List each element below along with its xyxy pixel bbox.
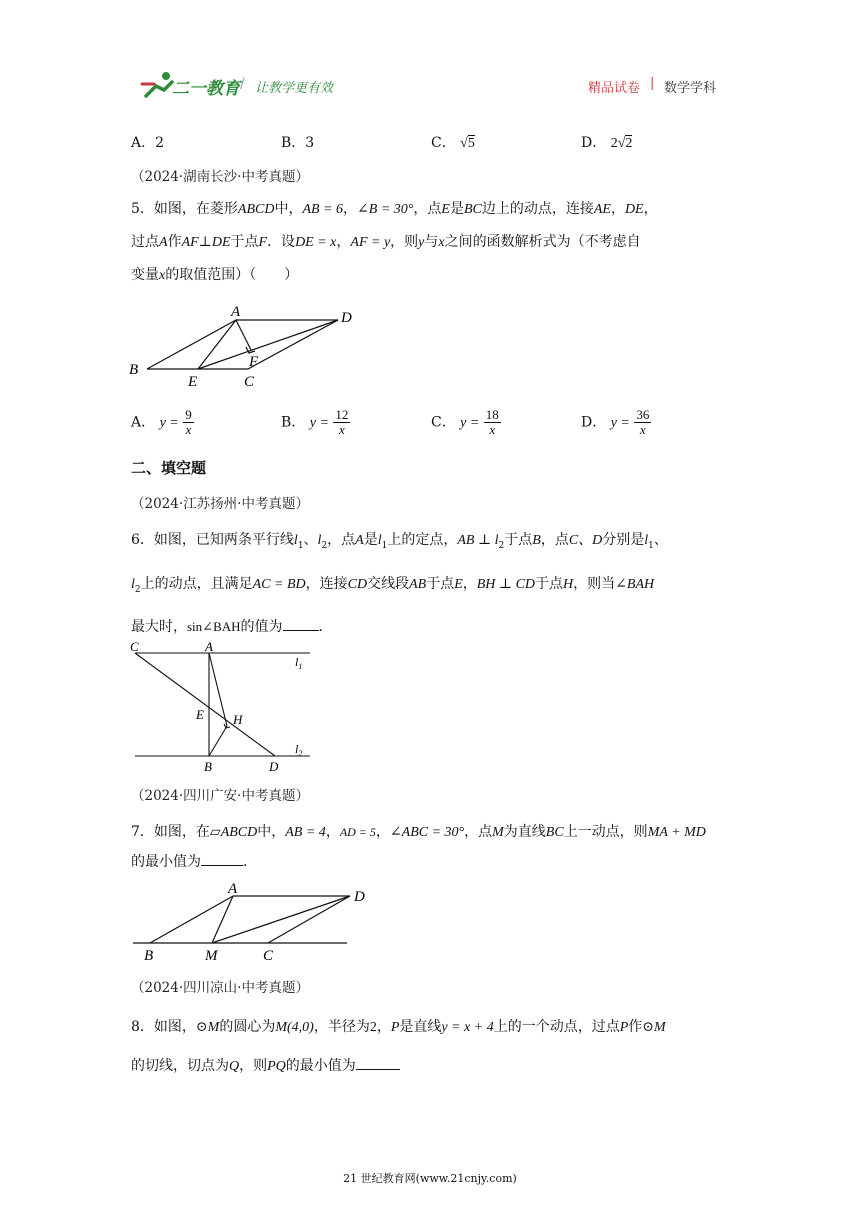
- label-e: E: [188, 374, 198, 390]
- segment-ah: [209, 653, 227, 726]
- q7-figure-parallelogram: [125, 878, 375, 968]
- q4-option-b: B．3: [281, 135, 315, 151]
- q5-text-line2: 过点A作AF⊥DE于点F．设DE = x，AF = y，则y与x之间的函数解析式为（不考虑自: [131, 234, 641, 250]
- header: [0, 60, 860, 110]
- rhombus-outline: [147, 320, 338, 369]
- label-f: F: [249, 354, 259, 370]
- label-l2: $l_2$: [295, 742, 303, 758]
- q7-text-line2: 的最小值为 ．: [131, 851, 257, 872]
- segment-ba: [150, 896, 233, 943]
- label-a: A: [205, 639, 213, 654]
- section-title-fill-in: 二、填空题: [131, 459, 207, 477]
- q5-source: （2024·湖南长沙·中考真题）: [131, 169, 309, 185]
- label-a: A: [228, 881, 238, 897]
- q4-option-c: C． √5: [431, 135, 475, 151]
- segment-am: [212, 896, 233, 943]
- label-c: C: [130, 639, 139, 654]
- sqrt-symbol: √5: [460, 136, 475, 151]
- q5-option-d: D． y = $\frac{36}{x}$: [581, 407, 650, 437]
- label-b: B: [144, 948, 154, 964]
- label-d: D: [269, 759, 279, 774]
- segment-ae: [198, 320, 236, 369]
- label-b: B: [129, 362, 139, 378]
- q6-source: （2024·江苏扬州·中考真题）: [131, 496, 309, 512]
- q4-option-a: A．2: [131, 135, 165, 151]
- q4-option-d: D． 2√2: [581, 135, 633, 151]
- brand-slash: /: [240, 76, 245, 92]
- label-d: D: [354, 889, 365, 905]
- answer-blank[interactable]: [201, 851, 243, 866]
- q6-figure-parallel-lines: [125, 638, 325, 778]
- q5-text-line1: 5．如图，在菱形ABCD中，AB = 6，∠B = 30°，点E是BC边上的动点，连接AE，DE，: [131, 201, 658, 217]
- brand-slogan: 让教学更有效: [255, 81, 334, 96]
- page-footer: 21 世纪教育网(www.21cnjy.com): [343, 1172, 517, 1185]
- segment-af: [236, 320, 251, 350]
- label-m: M: [205, 948, 218, 964]
- q5-option-a: A． y = $\frac{9}{x}$: [131, 407, 192, 437]
- header-tag-subject: 数学学科: [664, 81, 717, 96]
- q8-source: （2024·四川凉山·中考真题）: [131, 980, 309, 996]
- header-separator: |: [650, 76, 655, 91]
- q8-text-line1: 8．如图，⊙M的圆心为M(4,0)，半径为2，P是直线y = x + 4上的一个动点，过点P作⊙M: [131, 1019, 666, 1035]
- label-a: A: [231, 304, 241, 320]
- label-h: H: [233, 712, 243, 727]
- segment-de: [198, 320, 338, 369]
- label-l1: $l_1$: [295, 655, 303, 671]
- answer-blank[interactable]: [356, 1055, 400, 1070]
- header-tag-quality: 精品试卷: [588, 81, 641, 96]
- segment-cd: [135, 653, 275, 756]
- label-c: C: [263, 948, 274, 964]
- answer-blank[interactable]: [283, 616, 319, 631]
- q5-text-line3: 变量x的取值范围）（ ）: [131, 267, 299, 283]
- label-d: D: [341, 310, 352, 326]
- segment-bh: [209, 726, 227, 756]
- q8-text-line2: 的切线，切点为Q，则PQ的最小值为: [131, 1055, 400, 1077]
- label-e: E: [196, 707, 204, 722]
- q5-option-b: B． y = $\frac{12}{x}$: [281, 407, 349, 437]
- q7-text-line1: 7．如图，在▱ABCD中，AB = 4，AD = 5，∠ABC = 30°，点M为直线BC上一动点，则MA + MD: [131, 824, 706, 840]
- label-c: C: [244, 374, 255, 390]
- brand-name: 二一教育: [172, 79, 240, 99]
- q6-text-line1: 6．如图，已知两条平行线$l_1$、$l_2$，点A是$l_1$上的定点，AB ⊥ $l_2$于点B，点C、D分别是$l_1$、: [131, 532, 668, 551]
- q5-figure-rhombus: [125, 298, 365, 393]
- q6-text-line3: 最大时，sin∠BAH的值为 ．: [131, 616, 333, 637]
- label-b: B: [204, 759, 212, 774]
- q6-text-line2: $l_2$上的动点，且满足AC = BD，连接CD交线段AB于点E，BH ⊥ CD于点H，则当∠BAH: [131, 576, 655, 595]
- q7-source: （2024·四川广安·中考真题）: [131, 788, 309, 804]
- q5-option-c: C． y = $\frac{18}{x}$: [431, 407, 499, 437]
